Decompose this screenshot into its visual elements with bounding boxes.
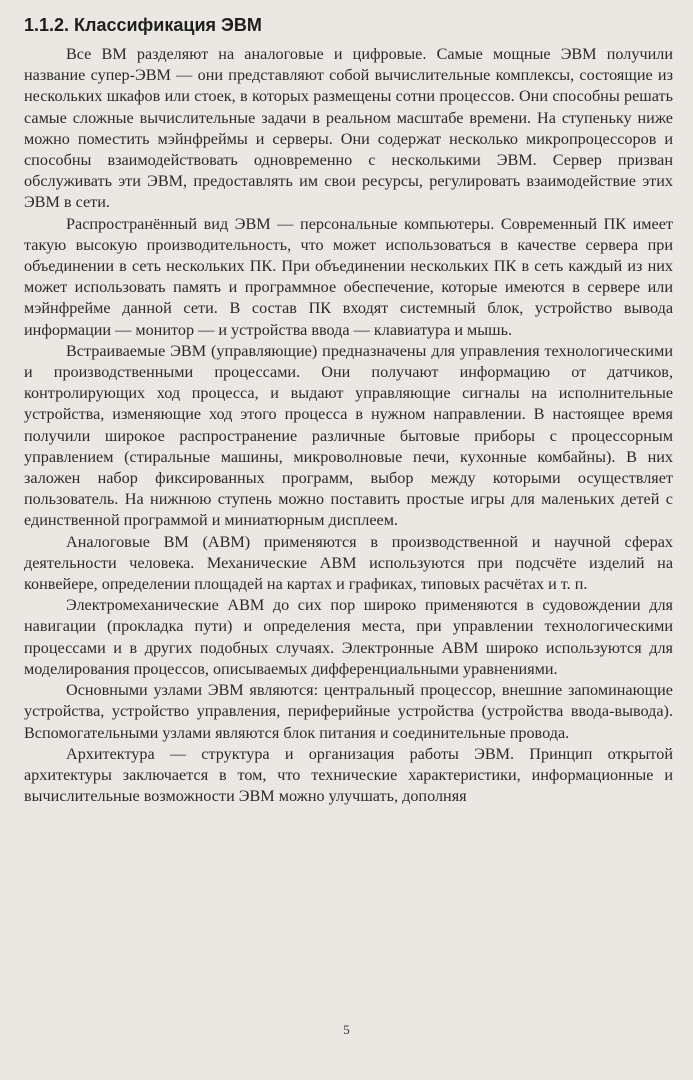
section-heading: 1.1.2. Классификация ЭВМ [24,15,262,35]
paragraph-analog-computers: Аналоговые ВМ (АВМ) применяются в производственной и научной сферах деятельности человека. Механические АВМ используются при подсчёте изделий на конвейере, определении площадей на картах и графиках, типовых расчётах и т. п. [24,532,673,594]
paragraph-electromechanical-analog: Электромеханические АВМ до сих пор широко применяются в судовождении для навигации (прокладка пути) и определения места, при управлении технологическими процессами и в других подобных случаях. Электронные АВМ широко используются для моделирования процессов, описываемых дифференциальными уравнениями. [24,596,673,678]
paragraph-classification-intro: Все ВМ разделяют на аналоговые и цифровые. Самые мощные ЭВМ получили название супер-ЭВМ — они представляют собой вычислительные комплексы, состоящие из нескольких шкафов или стоек, в которых размещены сотни процессов. Они способны решать самые сложные вычислительные задачи в реальном масштабе времени. На ступеньку ниже можно поместить мэйнфреймы и серверы. Они содержат несколько микропроцессоров и способны взаимодействовать одновременно с несколькими ЭВМ. Сервер призван обслуживать эти ЭВМ, предоставлять им свои ресурсы, регулировать взаимодействие этих ЭВМ в сети. [24,45,673,212]
paragraph-embedded-computers: Встраиваемые ЭВМ (управляющие) предназначены для управления технологическими и производственными процессами. Они получают информацию от датчиков, контролирующих ход процесса, и выдают управляющие сигналы на исполнительные устройства, изменяющие ход этого процесса в нужном направлении. В настоящее время получили широкое распространение различные бытовые приборы с процессорным управлением (стиральные машины, микроволновые печи, кухонные комбайны). В них заложен набор фиксированных программ, выбор между которыми осуществляет пользователь. На нижнюю ступень можно поставить простые игры для маленьких детей с единственной программой и миниатюрным дисплеем. [24,341,673,530]
page-number: 5 [343,1022,350,1037]
paragraph-main-units: Основными узлами ЭВМ являются: центральный процессор, внешние запоминающие устройства, устройство управления, периферийные устройства (устройства ввода-вывода). Вспомогательными узлами являются блок питания и соединительные провода. [24,681,673,742]
paragraph-personal-computers: Распространённый вид ЭВМ — персональные компьютеры. Современный ПК имеет такую высокую производительность, что может использоваться в качестве сервера при объединении в сеть нескольких ПК. При объединении нескольких ПК в сеть каждый из них может использовать память и программное обеспечение, которые имеются в сервере или мэйнфрейме данной сети. В состав ПК входят системный блок, устройство вывода информации — монитор — и устройства ввода — клавиатура и мышь. [24,214,673,339]
paragraph-architecture: Архитектура — структура и организация работы ЭВМ. Принцип открытой архитектуры заключается в том, что технические характеристики, информационные и вычислительные возможности ЭВМ можно улучшать, дополняя [24,744,673,806]
